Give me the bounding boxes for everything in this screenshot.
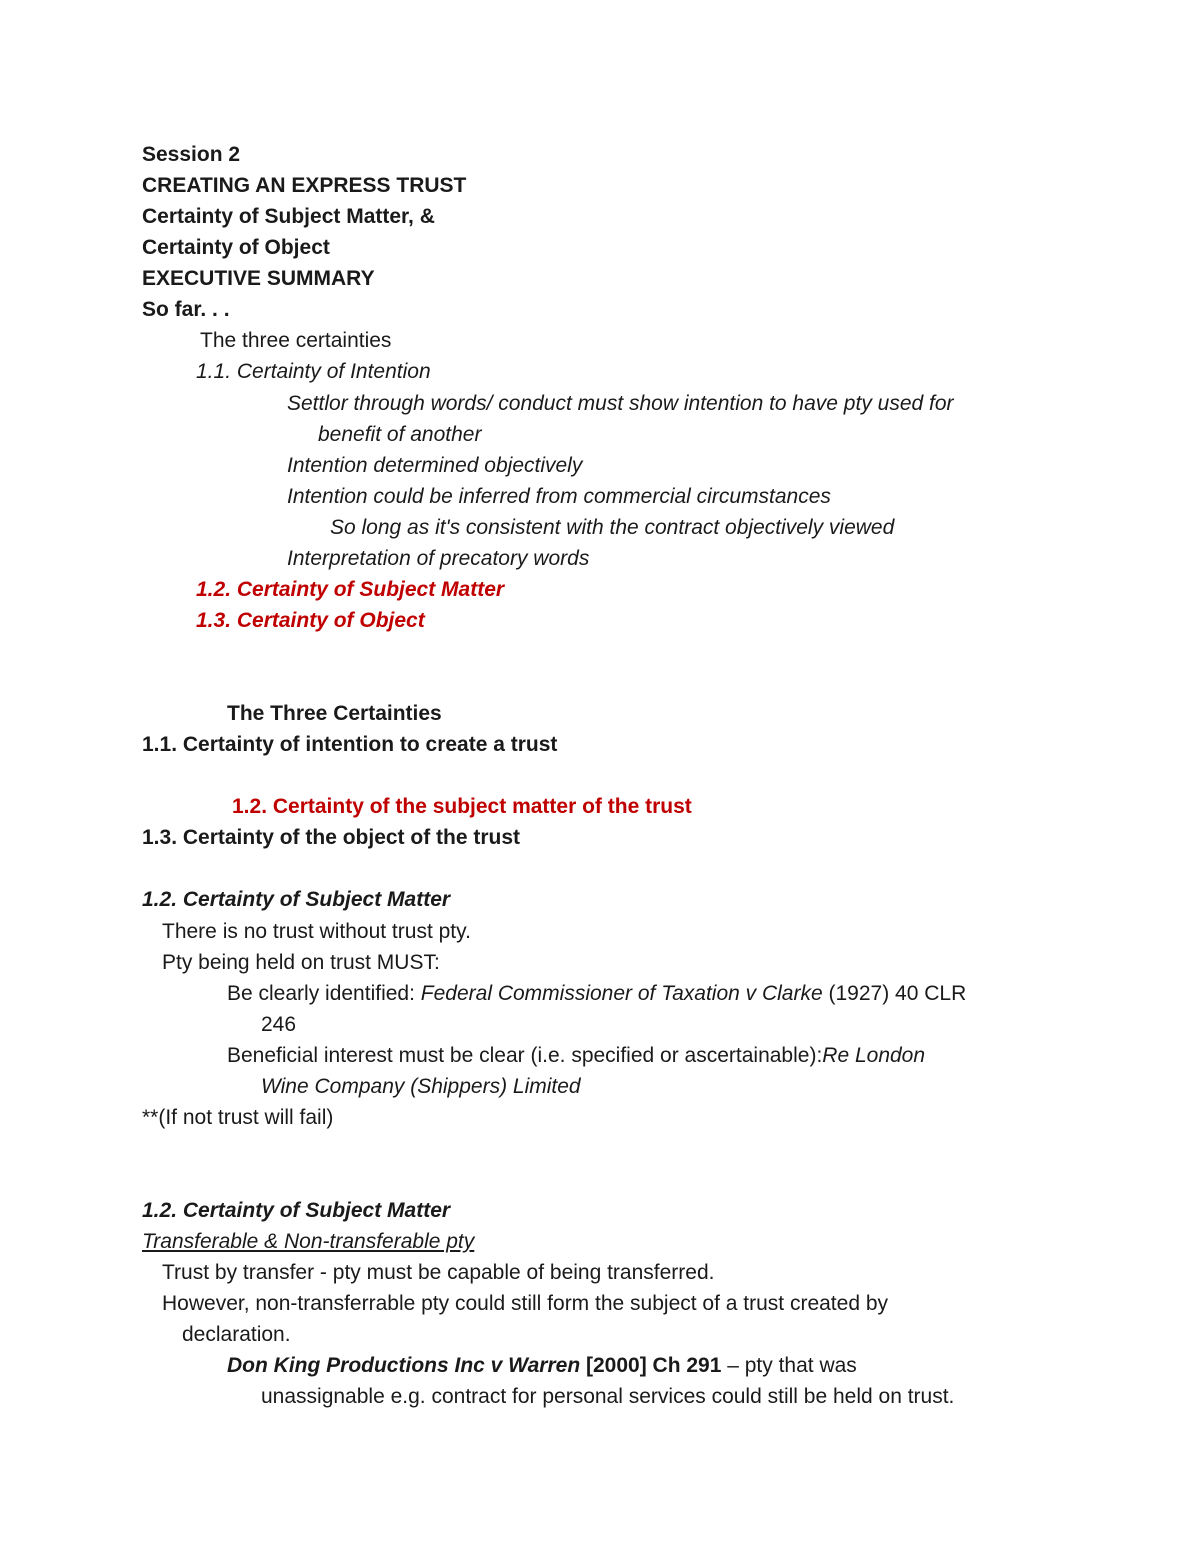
summary-item-1-3: 1.3. Certainty of Object [196, 609, 425, 632]
intention-point-2: Intention determined objectively [287, 454, 583, 477]
certainty-item-1-1: 1.1. Certainty of intention to create a trust [142, 733, 558, 756]
intention-point-1-cont: benefit of another [318, 423, 482, 446]
intention-point-3-sub: So long as it's consistent with the contract objectively viewed [330, 516, 895, 539]
summary-item-1-2: 1.2. Certainty of Subject Matter [196, 578, 505, 601]
clarke-citation-cont: 246 [261, 1013, 297, 1036]
don-king-case-name: Don King Productions Inc v Warren [227, 1354, 581, 1377]
session-label: Session 2 [142, 143, 241, 166]
don-king-case-text: – pty that was [721, 1354, 857, 1377]
non-transferrable-line-cont: declaration. [182, 1323, 291, 1346]
intention-point-4: Interpretation of precatory words [287, 547, 590, 570]
certainty-item-1-2: 1.2. Certainty of the subject matter of the trust [232, 795, 692, 818]
intention-point-1: Settlor through words/ conduct must show intention to have pty used for [287, 392, 954, 415]
transferable-subheading: Transferable & Non-transferable pty [142, 1230, 475, 1253]
beneficial-interest-text: Beneficial interest must be clear (i.e. specified or ascertainable): [227, 1044, 823, 1067]
trust-by-transfer-line: Trust by transfer - pty must be capable of being transferred. [162, 1261, 715, 1284]
subject-matter-heading-2: 1.2. Certainty of Subject Matter [142, 1199, 451, 1222]
so-far-label: So far. . . [142, 298, 230, 321]
summary-item-1-1: 1.1. Certainty of Intention [196, 360, 431, 383]
intention-point-3: Intention could be inferred from commercial circumstances [287, 485, 831, 508]
subject-matter-line-2: Pty being held on trust MUST: [162, 951, 440, 974]
don-king-case-cont: unassignable e.g. contract for personal services could still be held on trust. [261, 1385, 955, 1408]
re-london-case-name: Re London [822, 1044, 926, 1067]
clarke-citation: (1927) 40 CLR [822, 982, 967, 1005]
document-title: CREATING AN EXPRESS TRUST [142, 174, 467, 197]
three-certainties-intro: The three certainties [200, 329, 392, 352]
subject-matter-heading-1: 1.2. Certainty of Subject Matter [142, 888, 451, 911]
certainty-item-1-3: 1.3. Certainty of the object of the trust [142, 826, 521, 849]
clarke-case-name: Federal Commissioner of Taxation v Clarke [420, 982, 823, 1005]
clearly-identified-prefix: Be clearly identified: [227, 982, 421, 1005]
clearly-identified-line [227, 980, 966, 1008]
beneficial-interest-line [227, 1042, 925, 1070]
don-king-citation: [2000] Ch 291 [580, 1354, 722, 1377]
trust-fail-note: **(If not trust will fail) [142, 1106, 334, 1129]
don-king-case-line [227, 1352, 857, 1380]
subject-matter-line-1: There is no trust without trust pty. [162, 920, 471, 943]
document-subtitle-2: Certainty of Object [142, 236, 330, 259]
non-transferrable-line: However, non-transferrable pty could still form the subject of a trust created by [162, 1292, 889, 1315]
re-london-case-cont: Wine Company (Shippers) Limited [261, 1075, 581, 1098]
document-subtitle-1: Certainty of Subject Matter, & [142, 205, 435, 228]
three-certainties-heading: The Three Certainties [227, 702, 442, 725]
executive-summary-heading: EXECUTIVE SUMMARY [142, 267, 375, 290]
